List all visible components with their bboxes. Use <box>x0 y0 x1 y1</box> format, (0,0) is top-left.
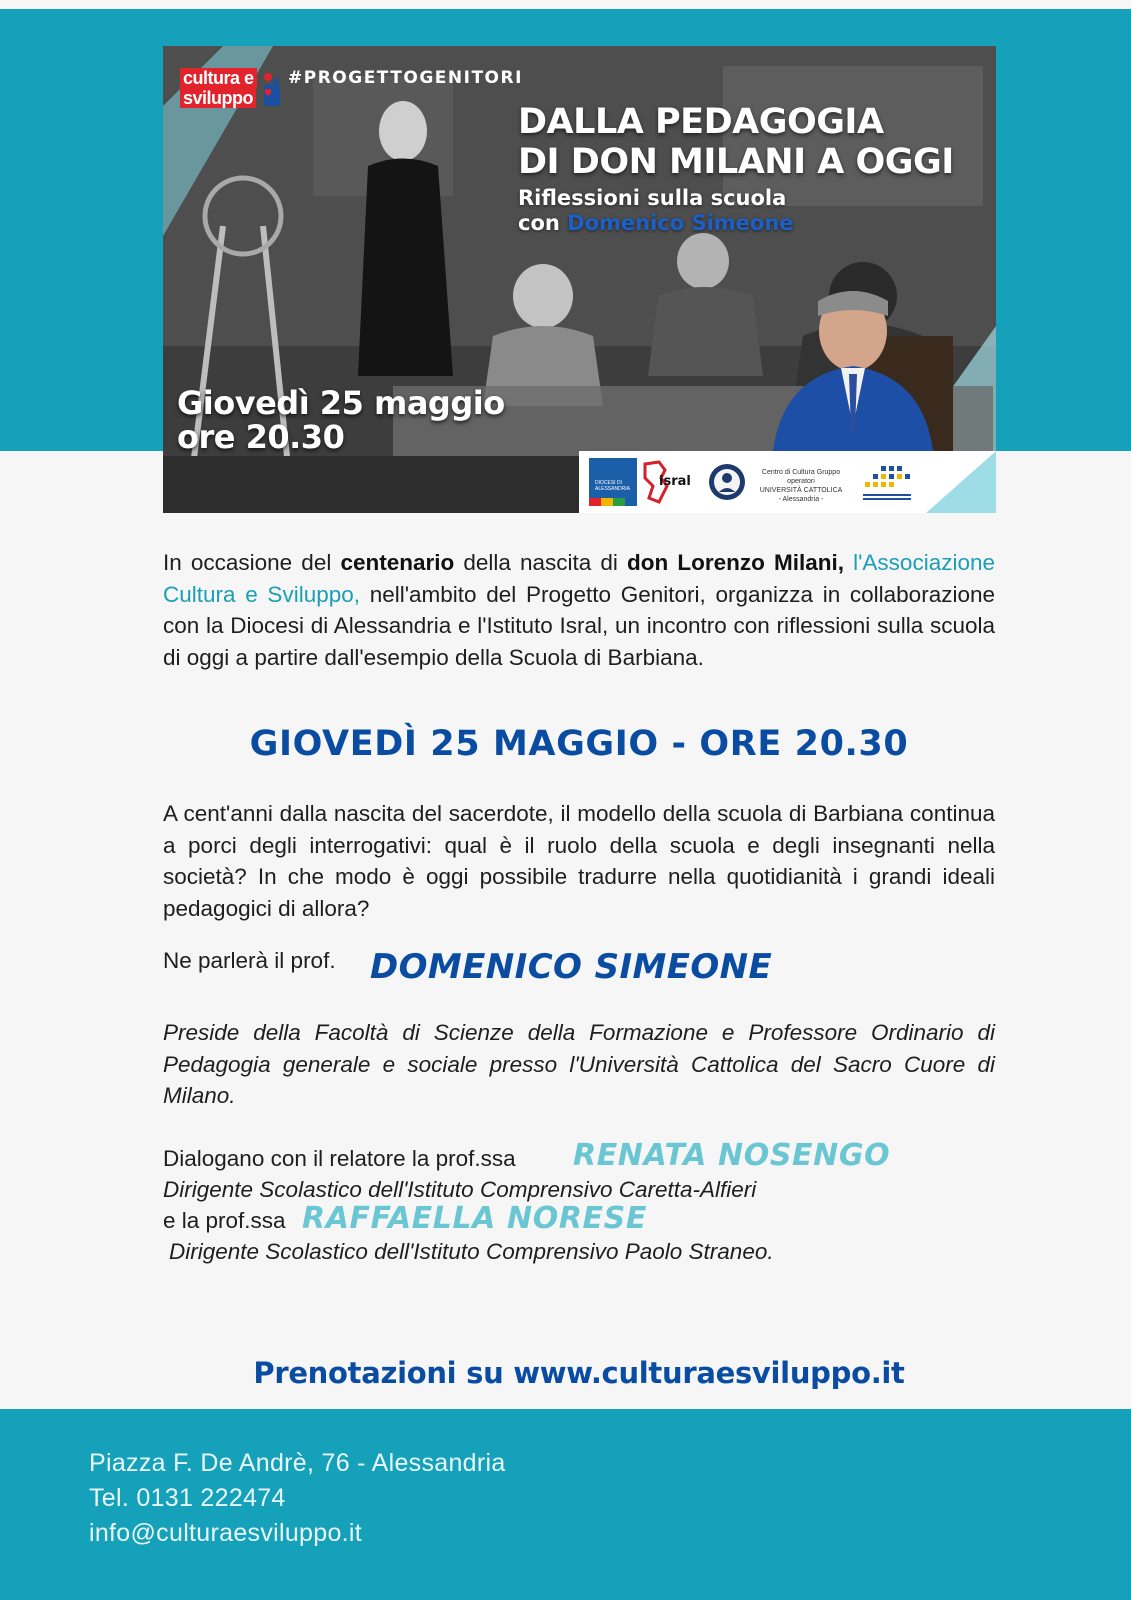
seal-icon <box>707 458 747 506</box>
speaker-role: Preside della Facoltà di Scienze della Formazione e Professore Ordinario di Pedagogia generale e sociale presso l'Università Cattolica del Sacro Cuore di Milano. <box>163 1020 995 1108</box>
event-date-heading: GIOVEDÌ 25 MAGGIO - ORE 20.30 <box>249 724 909 764</box>
diocesi-logo <box>589 458 637 506</box>
movimento-logo <box>859 458 919 506</box>
speaker-intro: Ne parlerà il prof. <box>163 948 336 973</box>
intro-text-2: della nascita di <box>454 550 628 575</box>
discussant2-name: RAFFAELLA NORESE <box>302 1201 647 1236</box>
banner-subtitle-con: con <box>518 211 560 235</box>
banner-subtitle-line2 <box>518 211 794 236</box>
discussant1-intro: Dialogano con il relatore la prof.ssa <box>163 1146 516 1171</box>
discussant2-role: Dirigente Scolastico dell'Istituto Comprensivo Paolo Straneo. <box>169 1239 774 1264</box>
banner-date <box>177 386 505 454</box>
event-banner <box>163 46 996 513</box>
footer-email[interactable]: info@culturaesviluppo.it <box>89 1519 362 1547</box>
logo-text-line2: sviluppo <box>180 88 256 108</box>
intro-associazione: l'Associazione Cultura e Sviluppo, <box>163 550 995 607</box>
speaker-name: DOMENICO SIMEONE <box>370 947 773 987</box>
heart-family-icon <box>262 72 282 108</box>
banner-date-line2: ore 20.30 <box>177 418 345 456</box>
ucatt-line3: - Alessandria - <box>778 496 824 503</box>
banner-title <box>518 102 954 182</box>
strip-corner-accent <box>926 451 996 513</box>
top-edge <box>0 0 1131 9</box>
banner-speaker-name: Domenico Simeone <box>567 211 794 235</box>
context-paragraph: A cent'anni dalla nascita del sacerdote, il modello della scuola di Barbiana continua a porci degli interrogativi: qual è il ruolo della scuola e degli insegnanti nella società? In che modo è oggi possibile tradurre nella quotidianità i grandi ideali pedagogici di allora? <box>163 801 995 921</box>
booking-link[interactable]: Prenotazioni su www.culturaesviluppo.it <box>253 1356 905 1390</box>
ucatt-logo <box>751 458 851 506</box>
discussant1-name: RENATA NOSENGO <box>573 1138 891 1173</box>
logo-text-line1: cultura e <box>180 68 257 88</box>
isral-logo-text: isral <box>659 474 691 489</box>
intro-don-milani: don Lorenzo Milani, <box>627 550 844 575</box>
partner-logos <box>579 451 996 513</box>
banner-subtitle <box>518 186 794 236</box>
ucatt-line1: Centro di Cultura Gruppo operatori <box>761 469 841 485</box>
intro-text-3: nell'ambito del Progetto Genitori, organizza in collaborazione con la Diocesi di Alessandria e l'Istituto Isral, un incontro con riflessioni sulla scuola di oggi a partire dall'esempio della Scuola di Barbiana. <box>163 581 995 670</box>
isral-logo <box>641 458 695 506</box>
diocesi-logo-text: DIOCESI DI ALESSANDRIA <box>595 480 631 492</box>
ucatt-line2: UNIVERSITÀ CATTOLICA <box>759 487 843 494</box>
footer-address: Piazza F. De Andrè, 76 - Alessandria <box>89 1449 506 1477</box>
cultura-e-sviluppo-logo <box>180 60 285 112</box>
intro-paragraph <box>163 547 995 673</box>
intro-centenario: centenario <box>340 550 455 575</box>
hashtag: #PROGETTOGENITORI <box>288 68 523 88</box>
banner-title-line1: DALLA PEDAGOGIA <box>518 102 884 142</box>
banner-subtitle-line1: Riflessioni sulla scuola <box>518 186 787 210</box>
banner-date-line1: Giovedì 25 maggio <box>177 384 505 422</box>
discussant2-intro: e la prof.ssa <box>163 1208 286 1233</box>
intro-text-1: In occasione del <box>163 550 341 575</box>
footer <box>0 1409 1131 1600</box>
discussant1-role: Dirigente Scolastico dell'Istituto Comprensivo Caretta-Alfieri <box>163 1177 757 1202</box>
banner-title-line2: DI DON MILANI A OGGI <box>518 142 954 182</box>
footer-phone[interactable]: Tel. 0131 222474 <box>89 1484 286 1512</box>
